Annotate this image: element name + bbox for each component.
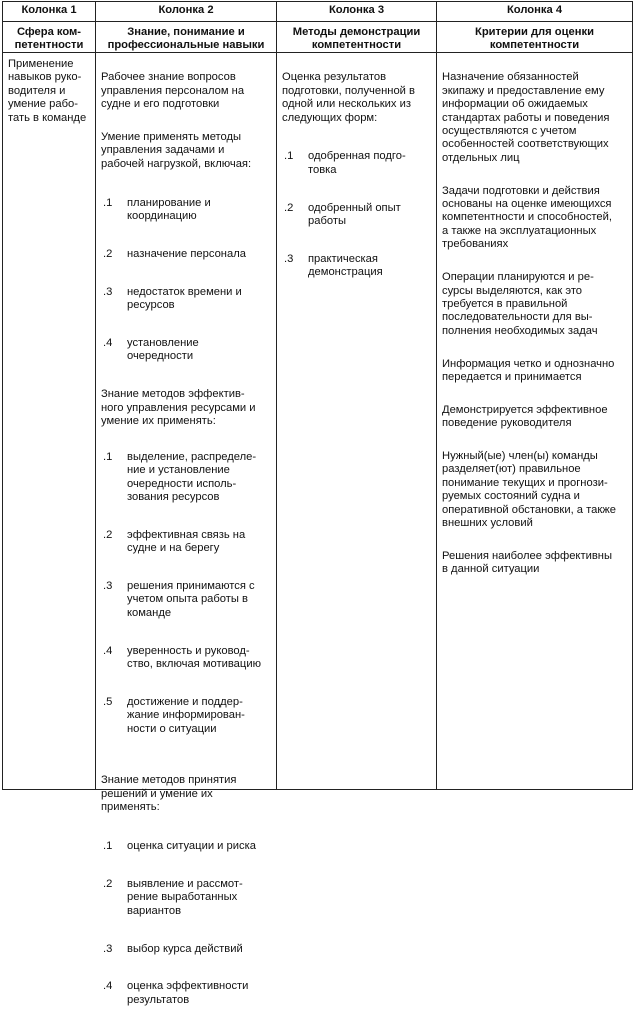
list-item-text: уверенность и руковод- ство, включая мотивацию xyxy=(127,644,261,671)
list-item xyxy=(101,529,275,556)
column-header-4: Колонка 4 xyxy=(506,4,563,16)
criteria-column xyxy=(442,58,632,596)
list-item xyxy=(101,840,275,853)
list-item-text: назначение персонала xyxy=(127,247,246,260)
list-item xyxy=(101,645,275,672)
header-divider xyxy=(3,21,632,22)
list-item-text: выбор курса действий xyxy=(127,942,243,955)
list-item xyxy=(282,150,434,177)
criteria-paragraph: Задачи подготовки и действия основаны на оценке имеющихся компетентности и способностей, а также на эксплуатационных требованиях xyxy=(442,184,612,251)
list-item-number: .1 xyxy=(103,840,113,853)
list-item xyxy=(101,943,275,956)
knowledge-paragraph: Рабочее знание вопросов управления персоналом на судне и его подготовки xyxy=(101,71,245,111)
competence-table xyxy=(2,1,633,1006)
list-item-text: одобренный опыт работы xyxy=(308,201,401,228)
list-item-text: эффективная связь на судне и на берегу xyxy=(127,528,246,555)
list-item-text: планирование и координацию xyxy=(127,196,211,223)
methods-column xyxy=(282,58,434,304)
knowledge-paragraph: Умение применять методы управления задачами и рабочей нагрузкой, включая: xyxy=(101,131,252,170)
list-item-number: .2 xyxy=(103,877,113,890)
list-item-text: выделение, распределе- ние и установление очередности исполь- зования ресурсов xyxy=(127,450,257,503)
list-item-number: .2 xyxy=(103,247,113,260)
list-item-text: установление очередности xyxy=(127,336,199,363)
column-header-3: Колонка 3 xyxy=(328,4,385,16)
list-item xyxy=(101,980,275,1007)
criteria-paragraph: Операции планируются и ре- сурсы выделяются, как это требуется в правильной последовательности для вы- полнения необходимых задач xyxy=(442,271,598,337)
list-item-number: .3 xyxy=(103,285,113,298)
list-item xyxy=(101,197,275,224)
list-item-number: .3 xyxy=(103,580,113,592)
criteria-paragraph: Информация четко и однозначно передается и принимается xyxy=(442,357,615,383)
list-item-number: .3 xyxy=(284,252,294,265)
column-divider-3 xyxy=(436,2,437,789)
list-item xyxy=(101,878,275,918)
list-item xyxy=(282,202,434,229)
list-item-number: .5 xyxy=(103,695,113,708)
list-item-number: .1 xyxy=(103,450,113,463)
list-item-text: одобренная подго- товка xyxy=(308,150,406,176)
subheader-methods: Методы демонстрации компетентности xyxy=(292,26,421,52)
knowledge-paragraph: Знание методов эффектив- ного управления ресурсами и умение их применять: xyxy=(101,388,256,427)
column-divider-1 xyxy=(95,2,96,789)
list-item xyxy=(101,580,275,620)
knowledge-paragraph: Знание методов принятия решений и умение их применять: xyxy=(101,774,237,814)
competence-text: Применение навыков руко- водителя и умение рабо- тать в команде xyxy=(8,58,87,124)
list-item-text: недостаток времени и ресурсов xyxy=(127,285,242,312)
list-item-text: решения принимаются с учетом опыта работы в команде xyxy=(127,580,255,619)
list-item-text: выявление и рассмот- рение выработанных вариантов xyxy=(127,877,243,917)
list-item xyxy=(101,286,275,313)
methods-paragraph: Оценка результатов подготовки, полученной в одной или нескольких из следующих форм: xyxy=(282,71,415,124)
list-item-number: .4 xyxy=(103,980,113,993)
list-item xyxy=(101,451,275,505)
criteria-paragraph: Нужный(ые) член(ы) команды разделяет(ют) правильное понимание текущих и прогнози- руемых состояний судна и оперативной обстановки, а также внешних условий xyxy=(442,449,616,529)
list-item xyxy=(101,696,275,736)
list-item xyxy=(101,337,275,364)
column-header-2: Колонка 2 xyxy=(158,4,214,16)
list-item-text: практическая демонстрация xyxy=(308,252,383,279)
column-header-1: Колонка 1 xyxy=(21,4,77,16)
list-item-number: .1 xyxy=(103,196,113,209)
list-item-number: .2 xyxy=(103,528,113,541)
list-item-text: оценка ситуации и риска xyxy=(127,840,256,853)
subheader-competence: Сфера ком- петентности xyxy=(14,26,84,52)
criteria-paragraph: Демонстрируется эффективное поведение руководителя xyxy=(442,403,608,430)
list-item-number: .3 xyxy=(103,942,113,955)
list-item-text: оценка эффективности результатов xyxy=(127,980,249,1006)
list-item xyxy=(282,253,434,280)
column-divider-2 xyxy=(276,2,277,789)
criteria-paragraph: Решения наиболее эффективны в данной ситуации xyxy=(442,549,612,576)
list-item-number: .1 xyxy=(284,150,294,163)
subheader-criteria: Критерии для оценки компетентности xyxy=(475,26,594,52)
criteria-paragraph: Назначение обязанностей экипажу и предоставление ему информации об ожидаемых стандартах работы и поведения осуществляются с учетом особенностей соответствующих отдельных лиц xyxy=(442,71,610,164)
list-item-number: .4 xyxy=(103,336,113,349)
subheader-knowledge: Знание, понимание и профессиональные навыки xyxy=(107,26,265,52)
list-item-number: .4 xyxy=(103,644,113,657)
list-item-number: .2 xyxy=(284,201,294,214)
knowledge-column xyxy=(101,58,275,1021)
list-item-text: достижение и поддер- жание информирован- ности о ситуации xyxy=(127,695,245,735)
list-item xyxy=(101,248,275,261)
